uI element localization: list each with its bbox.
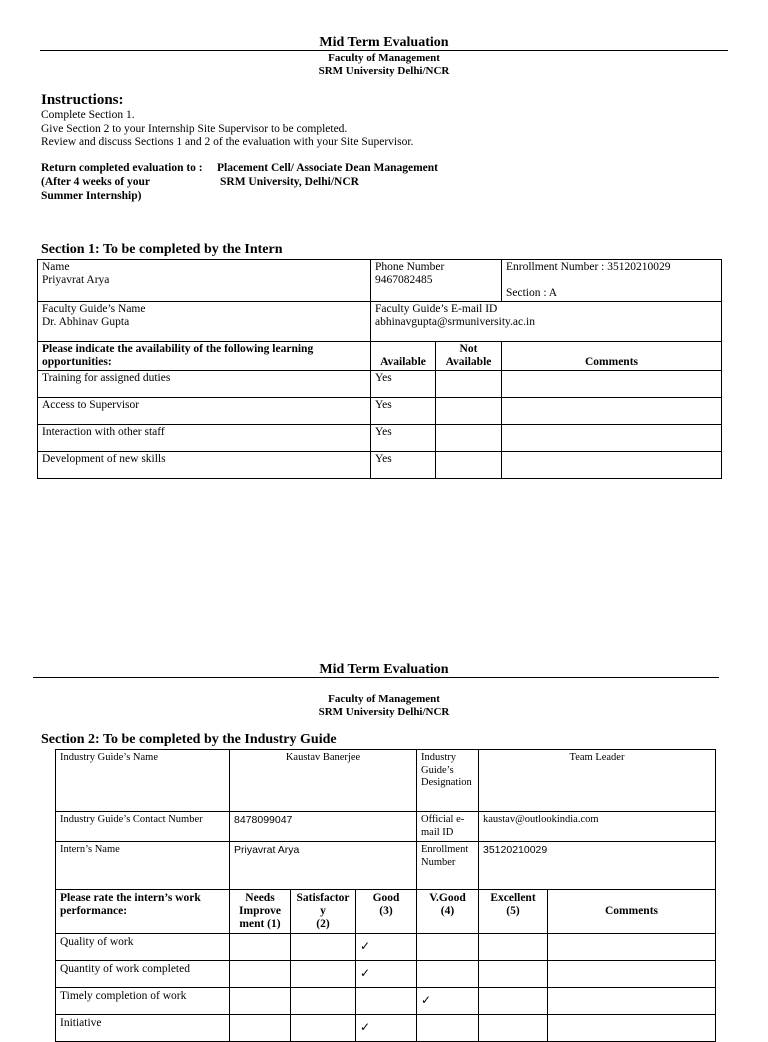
designation-value: Team Leader [479,750,716,812]
rating-row [56,1015,716,1042]
row-item: Training for assigned duties [38,371,371,398]
rating-cell-5 [479,988,548,1015]
rating-item: Timely completion of work [56,988,230,1015]
rating-cell-1 [230,961,291,988]
row-available: Yes [371,452,436,479]
col-line: y [320,905,326,917]
email-label [417,812,479,842]
row-comments [502,398,722,425]
faculty-guide-cell [38,302,371,342]
row-not-available [436,452,502,479]
designation-label-line: Industry [421,752,456,763]
instruction-line: Give Section 2 to your Internship Site Supervisor to be completed. [41,123,348,135]
checkmark-icon: ✓ [360,1020,371,1034]
page-title: Mid Term Evaluation [319,35,449,50]
name-value: Priyavrat Arya [42,274,110,286]
col-line: Satisfactor [296,892,350,904]
checkmark-icon: ✓ [421,993,432,1007]
university-name: SRM University Delhi/NCR [318,706,450,718]
intern-name-label: Intern’s Name [56,842,230,890]
name-label: Name [42,261,70,273]
table-row [38,398,722,425]
checkmark-icon: ✓ [360,966,371,980]
col-not-available-line: Not [459,343,478,355]
phone-cell [371,260,502,302]
email-label-line: Official e- [421,814,465,825]
rating-cell-3 [356,934,417,961]
faculty-email-cell [371,302,722,342]
title-rule [33,677,719,678]
col-line: Needs [245,892,275,904]
rating-cell-2 [291,934,356,961]
rating-cell-4 [417,1015,479,1042]
instruction-line: Review and discuss Sections 1 and 2 of the evaluation with your Site Supervisor. [41,136,414,148]
enrollment-label-line: Number [421,856,456,868]
col-not-available-line: Available [445,356,492,368]
row-available: Yes [371,425,436,452]
designation-label-line: Guide’s [421,764,454,776]
faculty-guide-value: Dr. Abhinav Gupta [42,316,130,328]
faculty-name: Faculty of Management [328,693,440,705]
col-available: Available [371,342,436,371]
col-line: V.Good [429,892,466,904]
rating-comments [548,934,716,961]
rating-cell-3 [356,1015,417,1042]
guide-name-label: Industry Guide’s Name [56,750,230,812]
email-label-line: mail ID [421,826,454,838]
phone-label: Phone Number [375,261,445,273]
rating-row [56,988,716,1015]
row-comments [502,452,722,479]
col-comments: Comments [548,890,716,934]
col-not-available [436,342,502,371]
col-line: ment (1) [239,918,281,930]
page2-title: Mid Term Evaluation [319,662,449,677]
rating-cell-2 [291,961,356,988]
col-line: (2) [316,918,330,930]
rating-comments [548,961,716,988]
col-line: (4) [440,905,455,917]
row-item: Interaction with other staff [38,425,371,452]
rating-question: Please rate the intern’s work performance: [56,890,230,934]
row-available: Yes [371,398,436,425]
row-comments [502,371,722,398]
col-satisfactory [291,890,356,934]
section-value: Section : A [506,287,558,299]
rating-comments [548,988,716,1015]
instruction-line: Complete Section 1. [41,109,135,121]
faculty-guide-label: Faculty Guide’s Name [42,303,146,315]
table-row [38,371,722,398]
col-good [356,890,417,934]
col-comments: Comments [502,342,722,371]
instructions-heading: Instructions: [41,92,124,108]
rating-cell-1 [230,988,291,1015]
col-line: Good [372,892,400,904]
designation-label-line: Designation [421,777,472,788]
row-comments [502,425,722,452]
row-not-available [436,425,502,452]
availability-question: Please indicate the availability of the following learning opportunities: [38,342,371,371]
return-label: Return completed evaluation to : [41,162,203,174]
section2-heading: Section 2: To be completed by the Industry Guide [41,732,337,747]
contact-label: Industry Guide’s Contact Number [56,812,230,842]
rating-cell-5 [479,1015,548,1042]
col-needs-improvement [230,890,291,934]
phone-value: 9467082485 [375,274,433,286]
faculty-name: Faculty of Management [328,52,440,64]
table-row [38,425,722,452]
enrollment-label [417,842,479,890]
rating-cell-4 [417,934,479,961]
col-very-good [417,890,479,934]
rating-cell-1 [230,1015,291,1042]
intern-name-value: Priyavrat Arya [230,842,417,890]
section2-table [55,749,716,1042]
name-cell [38,260,371,302]
rating-cell-2 [291,1015,356,1042]
rating-cell-4 [417,988,479,1015]
section1-table [37,259,722,479]
rating-comments [548,1015,716,1042]
rating-cell-3 [356,988,417,1015]
checkmark-icon: ✓ [360,939,371,953]
faculty-email-value: abhinavgupta@srmuniversity.ac.in [375,316,535,328]
section1-heading: Section 1: To be completed by the Intern [41,242,283,257]
table-row [38,452,722,479]
enrollment-label-line: Enrollment [421,844,469,855]
rating-cell-5 [479,961,548,988]
title-rule [40,50,728,51]
rating-cell-5 [479,934,548,961]
col-line: (3) [379,905,393,917]
col-line: (5) [506,905,520,917]
rating-item: Quantity of work completed [56,961,230,988]
rating-item: Initiative [56,1015,230,1042]
guide-name-value: Kaustav Banerjee [230,750,417,812]
rating-cell-3 [356,961,417,988]
row-not-available [436,371,502,398]
rating-row [56,961,716,988]
row-not-available [436,398,502,425]
faculty-email-label: Faculty Guide’s E-mail ID [375,303,498,315]
row-available: Yes [371,371,436,398]
university-name: SRM University Delhi/NCR [318,65,450,77]
contact-value: 8478099047 [230,812,417,842]
return-note: Summer Internship) [41,190,142,202]
return-destination: SRM University, Delhi/NCR [220,176,359,188]
rating-row [56,934,716,961]
enrollment-value: 35120210029 [479,842,716,890]
rating-cell-4 [417,961,479,988]
col-excellent [479,890,548,934]
rating-cell-1 [230,934,291,961]
return-note: (After 4 weeks of your [41,176,151,188]
row-item: Access to Supervisor [38,398,371,425]
designation-label [417,750,479,812]
rating-item: Quality of work [56,934,230,961]
row-item: Development of new skills [38,452,371,479]
rating-cell-2 [291,988,356,1015]
email-value: kaustav@outlookindia.com [479,812,716,842]
col-line: Improve [239,905,281,917]
enrollment-cell [502,260,722,302]
col-line: Excellent [490,892,536,904]
enrollment-value: Enrollment Number : 35120210029 [506,261,671,273]
return-destination: Placement Cell/ Associate Dean Management [217,162,439,174]
